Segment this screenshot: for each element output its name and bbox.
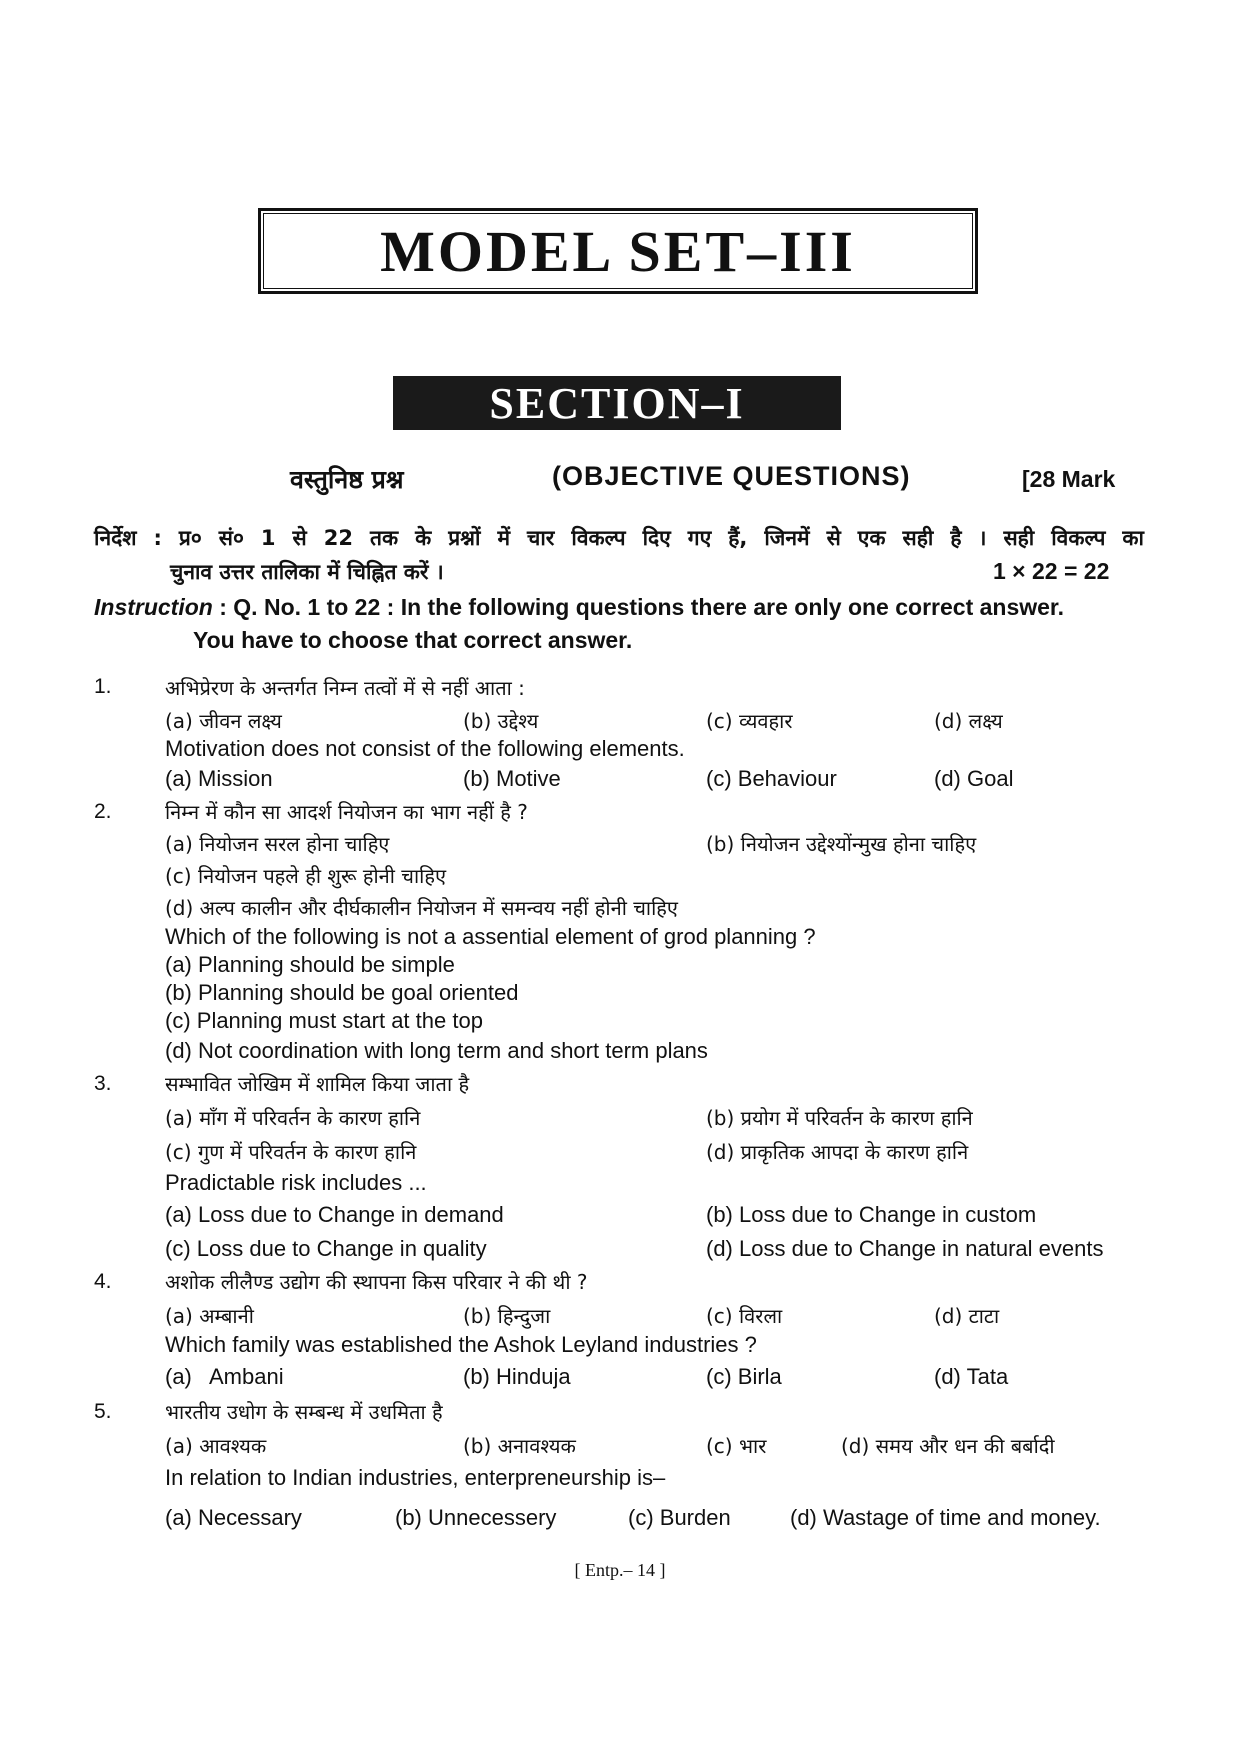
q2-hindi-option-c: (c) नियोजन पहले ही शुरू होनी चाहिए (165, 864, 447, 888)
direction-line-1: निर्देश : प्र० सं० 1 से 22 तक के प्रश्नों में चार विकल्प दिए गए हैं, जिनमें से एक सही है । सही विकल्प का (94, 526, 1144, 550)
q4-english-option-b: (b) Hinduja (463, 1364, 571, 1389)
q3-hindi-option-c: (c) गुण में परिवर्तन के कारण हानि (165, 1140, 417, 1164)
question-3-english: Pradictable risk includes ... (165, 1170, 427, 1195)
question-2-hindi: निम्न में कौन सा आदर्श नियोजन का भाग नहीं है ? (165, 800, 528, 824)
section-heading: SECTION–I (393, 376, 841, 430)
q5-hindi-option-a: (a) आवश्यक (165, 1434, 267, 1458)
q5-english-option-a: (a) Necessary (165, 1505, 302, 1530)
q3-english-option-d: (d) Loss due to Change in natural events (706, 1236, 1104, 1261)
q5-hindi-option-c: (c) भार (706, 1434, 767, 1458)
q3-english-option-c: (c) Loss due to Change in quality (165, 1236, 487, 1261)
question-1-english: Motivation does not consist of the following elements. (165, 736, 685, 761)
question-5-english: In relation to Indian industries, enterpreneurship is– (165, 1465, 666, 1490)
q1-hindi-option-a: (a) जीवन लक्ष्य (165, 709, 282, 733)
q4-hindi-option-b: (b) हिन्दुजा (463, 1304, 551, 1328)
q5-hindi-option-d: (d) समय और धन की बर्बादी (841, 1434, 1055, 1458)
q5-english-option-d: (d) Wastage of time and money. (790, 1505, 1101, 1530)
question-4-english: Which family was established the Ashok Leyland industries ? (165, 1332, 757, 1357)
q3-hindi-option-a: (a) माँग में परिवर्तन के कारण हानि (165, 1106, 421, 1130)
q3-english-option-b: (b) Loss due to Change in custom (706, 1202, 1037, 1227)
q4-hindi-option-a: (a) अम्बानी (165, 1304, 254, 1328)
marks-formula: 1 × 22 = 22 (993, 558, 1110, 584)
q1-hindi-option-b: (b) उद्देश्य (463, 709, 539, 733)
question-3-hindi: सम्भावित जोखिम में शामिल किया जाता है (165, 1072, 470, 1096)
q2-english-option-a: (a) Planning should be simple (165, 952, 455, 977)
direction-line-2: चुनाव उत्तर तालिका में चिह्नित करें । (170, 560, 444, 584)
q1-hindi-option-d: (d) लक्ष्य (934, 709, 1003, 733)
q1-english-option-d: (d) Goal (934, 766, 1014, 791)
instruction-line-2: You have to choose that correct answer. (193, 627, 633, 653)
q4-english-option-d: (d) Tata (934, 1364, 1009, 1389)
q2-hindi-option-b: (b) नियोजन उद्देश्योंन्मुख होना चाहिए (706, 832, 977, 856)
q4-hindi-option-c: (c) विरला (706, 1304, 783, 1328)
q4-hindi-option-d: (d) टाटा (934, 1304, 1000, 1328)
question-number: 1. (94, 675, 112, 698)
q2-english-option-d: (d) Not coordination with long term and short term plans (165, 1038, 708, 1063)
objective-heading-hindi: वस्तुनिष्ठ प्रश्न (290, 465, 404, 494)
q2-english-option-c: (c) Planning must start at the top (165, 1008, 483, 1033)
q5-english-option-c: (c) Burden (628, 1505, 731, 1530)
q2-english-option-b: (b) Planning should be goal oriented (165, 980, 519, 1005)
q4-english-option-a: (a) Ambani (165, 1364, 284, 1389)
q4-english-option-c: (c) Birla (706, 1364, 782, 1389)
q3-english-option-a: (a) Loss due to Change in demand (165, 1202, 504, 1227)
instruction-text: : Q. No. 1 to 22 : In the following questions there are only one correct answer. (212, 594, 1065, 620)
q1-english-option-b: (b) Motive (463, 766, 561, 791)
q3-hindi-option-d: (d) प्राकृतिक आपदा के कारण हानि (706, 1140, 969, 1164)
question-5-hindi: भारतीय उधोग के सम्बन्ध में उधमिता है (165, 1400, 443, 1424)
q1-english-option-c: (c) Behaviour (706, 766, 837, 791)
q5-hindi-option-b: (b) अनावश्यक (463, 1434, 576, 1458)
question-number: 5. (94, 1400, 112, 1423)
question-number: 2. (94, 800, 112, 823)
page-footer: [ Entp.– 14 ] (574, 1560, 666, 1580)
q1-hindi-option-c: (c) व्यवहार (706, 709, 793, 733)
instruction-label: Instruction (94, 594, 213, 620)
objective-heading-english: (OBJECTIVE QUESTIONS) (552, 461, 911, 491)
question-number: 4. (94, 1270, 112, 1293)
marks-label: [28 Mark (1022, 466, 1116, 492)
instruction-line-1 (94, 594, 1064, 621)
q1-english-option-a: (a) Mission (165, 766, 273, 791)
q2-hindi-option-d: (d) अल्प कालीन और दीर्घकालीन नियोजन में समन्वय नहीं होनी चाहिए (165, 896, 678, 920)
question-number: 3. (94, 1072, 112, 1095)
page-title: MODEL SET–III (258, 208, 978, 294)
question-4-hindi: अशोक लीलैण्ड उद्योग की स्थापना किस परिवार ने की थी ? (165, 1270, 588, 1294)
q5-english-option-b: (b) Unnecessery (395, 1505, 557, 1530)
question-1-hindi: अभिप्रेरण के अन्तर्गत निम्न तत्वों में से नहीं आता : (165, 676, 525, 700)
question-2-english: Which of the following is not a assential element of grod planning ? (165, 924, 816, 949)
q3-hindi-option-b: (b) प्रयोग में परिवर्तन के कारण हानि (706, 1106, 973, 1130)
q2-hindi-option-a: (a) नियोजन सरल होना चाहिए (165, 832, 390, 856)
